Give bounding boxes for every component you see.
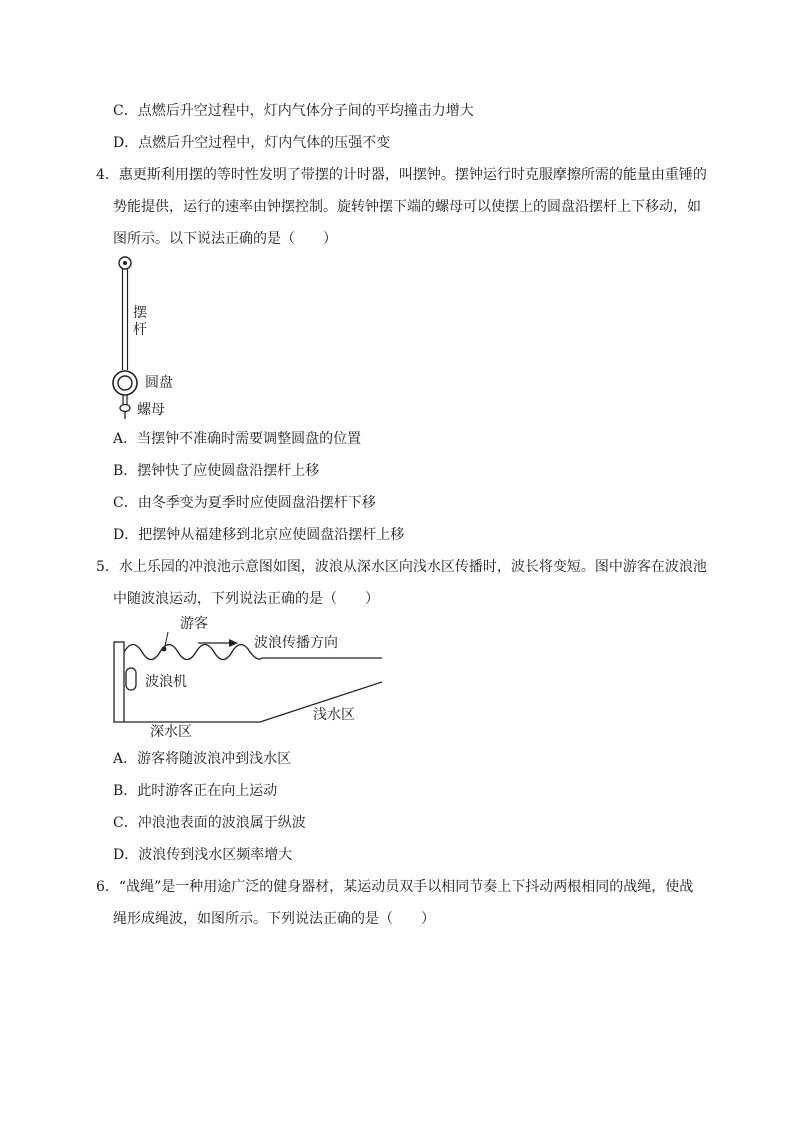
label-nut: 螺母 <box>137 402 165 418</box>
q5-stem-line-2: 中随波浪运动，下列说法正确的是（ ） <box>113 591 379 607</box>
label-direction: 波浪传播方向 <box>254 635 338 651</box>
label-disk: 圆盘 <box>145 375 173 391</box>
q4-option-b: B．摆钟快了应使圆盘沿摆杆上移 <box>113 463 320 479</box>
q5-option-a: A．游客将随波浪冲到浅水区 <box>113 751 292 767</box>
q5-option-b: B．此时游客正在向上运动 <box>113 783 278 799</box>
q4-stem-line-1: 4．惠更斯利用摆的等时性发明了带摆的计时器，叫摆钟。摆钟运行时克服摩擦所需的能量由重锤的 <box>96 167 707 183</box>
label-tourist: 游客 <box>180 616 208 632</box>
label-rod-2: 杆 <box>133 322 147 338</box>
pool-wall <box>114 642 124 722</box>
nut <box>120 405 130 412</box>
label-shallow: 浅水区 <box>313 707 355 723</box>
q3-option-c: C．点燃后升空过程中，灯内气体分子间的平均撞击力增大 <box>113 103 474 119</box>
water-wave <box>124 645 382 660</box>
wave-machine <box>126 668 136 690</box>
q6-stem-line-2: 绳形成绳波，如图所示。下列说法正确的是（ ） <box>113 911 435 927</box>
q4-option-c: C．由冬季变为夏季时应使圆盘沿摆杆下移 <box>113 495 376 511</box>
q4-option-a: A．当摆钟不准确时需要调整圆盘的位置 <box>113 431 362 447</box>
label-deep: 深水区 <box>150 724 192 740</box>
pendulum-figure <box>105 250 215 422</box>
pivot-center <box>123 261 127 265</box>
q4-option-d: D．把摆钟从福建移到北京应使圆盘沿摆杆上移 <box>113 527 405 543</box>
q4-stem-line-2: 势能提供，运行的速率由钟摆控制。旋转钟摆下端的螺母可以使摆上的圆盘沿摆杆上下移动，如 <box>113 199 701 215</box>
q3-option-d: D．点燃后升空过程中，灯内气体的压强不变 <box>113 135 391 151</box>
disk <box>113 371 137 395</box>
q5-option-c: C．冲浪池表面的波浪属于纵波 <box>113 815 306 831</box>
q6-stem-line-1: 6．“战绳”是一种用途广泛的健身器材，某运动员双手以相同节奏上下抖动两根相同的战绳，使战 <box>96 879 694 895</box>
tourist-dot <box>162 647 167 652</box>
label-machine: 波浪机 <box>145 674 187 690</box>
label-rod-1: 摆 <box>133 305 147 321</box>
q4-stem-line-3: 图所示。以下说法正确的是（ ） <box>113 231 337 247</box>
q5-option-d: D．波浪传到浅水区频率增大 <box>113 847 293 863</box>
q5-stem-line-1: 5．水上乐园的冲浪池示意图如图，波浪从深水区向浅水区传播时，波长将变短。图中游客在波浪池 <box>96 559 707 575</box>
